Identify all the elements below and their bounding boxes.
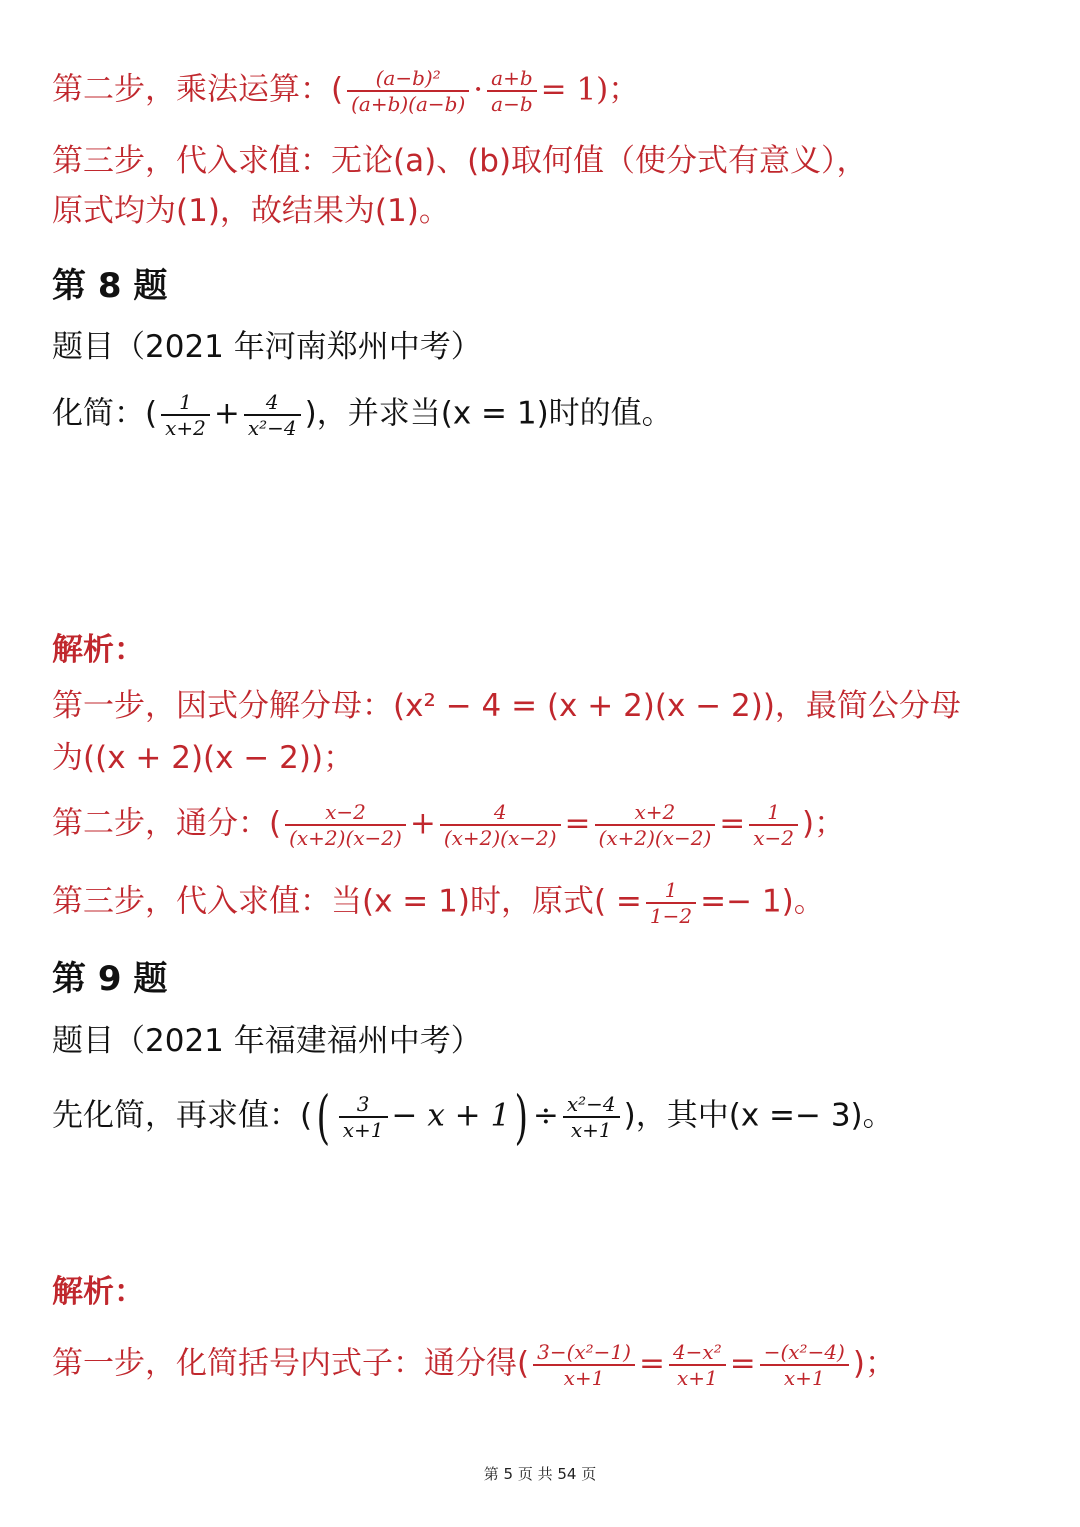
q9-step1-fraction-3: $\frac{\text{−(x²−4)}}{x+1}$ <box>760 1340 849 1390</box>
q9-fraction-2: $\frac{\text{x²−4}}{x+1}$ <box>563 1092 620 1142</box>
q8-step3-fraction: $\frac{1}{1-2}$ <box>646 878 696 928</box>
q9-heading: 第 9 题 <box>52 959 168 999</box>
prev-step2-label: 第二步，乘法运算：( <box>52 71 344 108</box>
prev-step2-line: 第二步，乘法运算：( $\frac{\text{(a−b)²}}{(a+b)(a-b)}$ · $\frac{a+b}{a-b}$ = 1)； <box>52 66 640 116</box>
prev-step3-line2: 原式均为(1)，故结果为(1)。 <box>52 193 450 229</box>
q8-fraction-2: $\frac{4}{\text{x²−4}}$ <box>244 390 301 440</box>
q8-step2-fraction-2: $\frac{4}{(x+2)(x-2)}$ <box>440 800 561 850</box>
q8-step1-line1: 第一步，因式分解分母：(x² − 4 = (x + 2)(x − 2))，最简公分母 <box>52 688 961 724</box>
prev-step2-fraction-2: $\frac{a+b}{a-b}$ <box>487 66 536 116</box>
q8-prompt: 化简：( $\frac{1}{x+2}$ + $\frac{4}{\text{x²−4}}$ )，并求当(x = 1)时的值。 <box>52 390 673 440</box>
q8-step3-line: 第三步，代入求值：当(x = 1)时，原式( = $\frac{1}{1-2}$ =− 1)。 <box>52 878 825 928</box>
q8-step1-line2: 为((x + 2)(x − 2))； <box>52 740 355 776</box>
q9-fraction-1: $\frac{3}{x+1}$ <box>339 1092 388 1142</box>
q9-step1-fraction-1: $\frac{\text{3−(x²−1)}}{x+1}$ <box>533 1340 635 1390</box>
q9-source: 题目（2021 年福建福州中考） <box>52 1023 482 1059</box>
q8-step2-line: 第二步，通分：( $\frac{x-2}{(x+2)(x-2)}$ + $\frac{4}{(x+2)(x-2)}$ = $\frac{x+2}{(x+2)(x-2)}$ = $\frac{1}{x-2}$ )； <box>52 800 846 850</box>
q8-step2-fraction-3: $\frac{x+2}{(x+2)(x-2)}$ <box>595 800 716 850</box>
prev-step3-line1: 第三步，代入求值：无论(a)、(b)取何值（使分式有意义）， <box>52 143 868 179</box>
page-footer: 第 5 页 共 54 页 <box>483 1465 597 1483</box>
q9-step1-fraction-2: $\frac{\text{4−x²}}{x+1}$ <box>669 1340 726 1390</box>
q8-heading: 第 8 题 <box>52 266 168 306</box>
q8-fraction-1: $\frac{1}{x+2}$ <box>161 390 210 440</box>
q8-source: 题目（2021 年河南郑州中考） <box>52 329 482 365</box>
q8-step2-fraction-1: $\frac{x-2}{(x+2)(x-2)}$ <box>285 800 406 850</box>
q9-step1-line: 第一步，化简括号内式子：通分得( $\frac{\text{3−(x²−1)}}{x+1}$ = $\frac{\text{4−x²}}{x+1}$ = $\frac{\text{−(x²−4)}}{x+1}$ )； <box>52 1340 896 1390</box>
q8-step2-fraction-4: $\frac{1}{x-2}$ <box>749 800 798 850</box>
prev-step2-fraction-1: $\frac{\text{(a−b)²}}{(a+b)(a-b)}$ <box>347 66 469 116</box>
q9-analysis-label: 解析： <box>52 1274 145 1310</box>
q8-analysis-label: 解析： <box>52 632 145 668</box>
q9-prompt: 先化简，再求值：(( $\frac{3}{x+1}$ − x + 1) ÷ $\frac{\text{x²−4}}{x+1}$ )，其中(x =− 3)。 <box>52 1083 894 1151</box>
